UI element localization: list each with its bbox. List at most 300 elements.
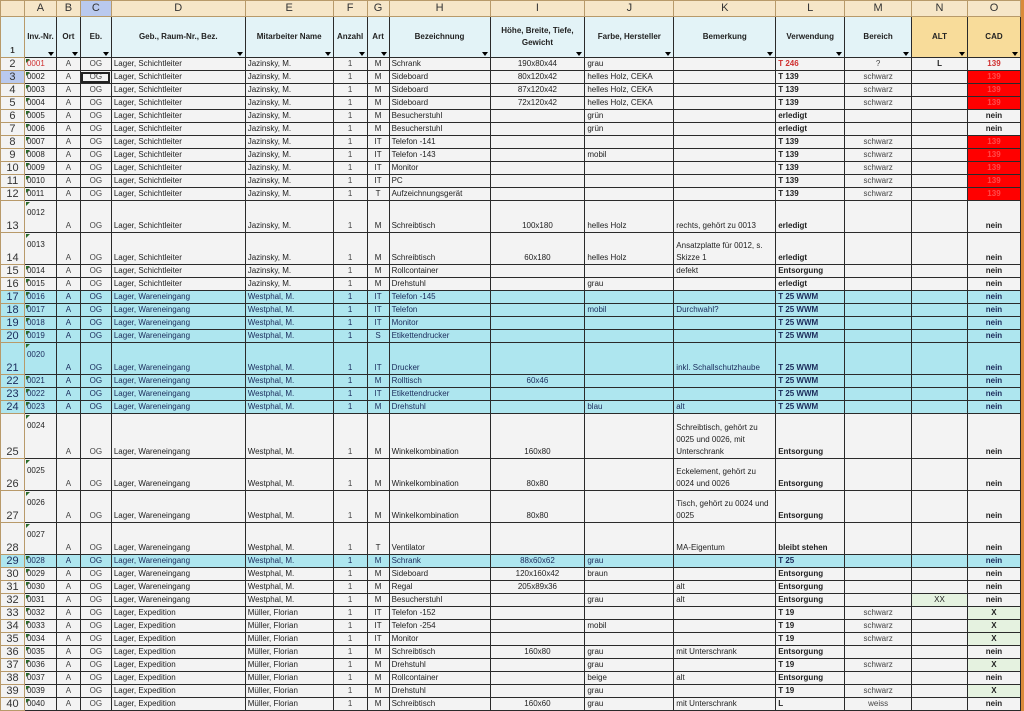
cell-ort[interactable]: A [56,84,80,97]
cell-anzahl[interactable]: 1 [333,568,367,581]
cell-alt[interactable] [912,491,968,523]
cell-bereich[interactable] [845,265,912,278]
filter-dropdown-icon[interactable] [48,52,54,56]
cell-geb[interactable]: Lager, Schichtleiter [111,97,245,110]
cell-masse[interactable] [490,685,585,698]
filter-dropdown-icon[interactable] [903,52,909,56]
cell-cad[interactable]: nein [967,523,1020,555]
row-header[interactable]: 14 [1,233,25,265]
cell-eb[interactable]: OG [80,330,111,343]
cell-anzahl[interactable]: 1 [333,291,367,304]
cell-alt[interactable] [912,459,968,491]
cell-geb[interactable]: Lager, Expedition [111,620,245,633]
column-header-f[interactable]: F [333,1,367,17]
cell-farbe[interactable] [585,162,674,175]
cell-inv-nr[interactable]: 0026 [24,491,56,523]
cell-mitarbeiter[interactable]: Westphal, M. [245,317,333,330]
cell-bemerkung[interactable] [674,555,776,568]
cell-bemerkung[interactable] [674,278,776,291]
cell-cad[interactable]: 139 [967,149,1020,162]
cell-masse[interactable] [490,136,585,149]
cell-art[interactable]: M [367,594,389,607]
cell-eb[interactable]: OG [80,110,111,123]
cell-geb[interactable]: Lager, Expedition [111,633,245,646]
cell-masse[interactable]: 60x46 [490,375,585,388]
cell-inv-nr[interactable]: 0009 [24,162,56,175]
cell-eb[interactable]: OG [80,233,111,265]
column-header-a[interactable]: A [24,1,56,17]
cell-art[interactable]: M [367,459,389,491]
cell-bereich[interactable]: schwarz [845,633,912,646]
cell-cad[interactable]: nein [967,581,1020,594]
cell-bereich[interactable] [845,330,912,343]
column-header-g[interactable]: G [367,1,389,17]
cell-farbe[interactable]: grau [585,555,674,568]
cell-ort[interactable]: A [56,607,80,620]
cell-masse[interactable] [490,149,585,162]
cell-bereich[interactable]: schwarz [845,620,912,633]
cell-art[interactable]: IT [367,136,389,149]
cell-art[interactable]: IT [367,162,389,175]
cell-anzahl[interactable]: 1 [333,646,367,659]
column-header-o[interactable]: O [967,1,1020,17]
cell-inv-nr[interactable]: 0011 [24,188,56,201]
cell-ort[interactable]: A [56,201,80,233]
select-all-corner[interactable] [1,1,25,17]
cell-eb[interactable]: OG [80,659,111,672]
cell-masse[interactable] [490,672,585,685]
cell-mitarbeiter[interactable]: Westphal, M. [245,375,333,388]
cell-geb[interactable]: Lager, Wareneingang [111,375,245,388]
cell-eb[interactable]: OG [80,607,111,620]
row-header[interactable]: 18 [1,304,25,317]
cell-cad[interactable]: nein [967,491,1020,523]
filter-dropdown-icon[interactable] [237,52,243,56]
cell-farbe[interactable]: helles Holz [585,233,674,265]
cell-bezeichnung[interactable]: Besucherstuhl [389,110,490,123]
cell-bezeichnung[interactable]: Telefon [389,304,490,317]
cell-ort[interactable]: A [56,568,80,581]
cell-art[interactable]: M [367,58,389,71]
cell-masse[interactable]: 80x80 [490,459,585,491]
cell-bemerkung[interactable] [674,58,776,71]
cell-bereich[interactable]: schwarz [845,149,912,162]
cell-inv-nr[interactable]: 0005 [24,110,56,123]
cell-bezeichnung[interactable]: Monitor [389,633,490,646]
cell-bezeichnung[interactable]: Telefon -143 [389,149,490,162]
cell-verwendung[interactable]: T 25 WWM [776,375,845,388]
cell-farbe[interactable] [585,581,674,594]
cell-geb[interactable]: Lager, Schichtleiter [111,71,245,84]
cell-bereich[interactable] [845,304,912,317]
cell-eb[interactable]: OG [80,343,111,375]
cell-alt[interactable] [912,620,968,633]
cell-art[interactable]: S [367,330,389,343]
cell-eb[interactable]: OG [80,58,111,71]
cell-farbe[interactable]: mobil [585,304,674,317]
cell-farbe[interactable] [585,523,674,555]
cell-verwendung[interactable]: erledigt [776,233,845,265]
cell-inv-nr[interactable]: 0036 [24,659,56,672]
cell-inv-nr[interactable]: 0033 [24,620,56,633]
cell-inv-nr[interactable]: 0012 [24,201,56,233]
cell-inv-nr[interactable]: 0018 [24,317,56,330]
cell-art[interactable]: IT [367,343,389,375]
column-header-m[interactable]: M [845,1,912,17]
cell-geb[interactable]: Lager, Expedition [111,672,245,685]
cell-anzahl[interactable]: 1 [333,97,367,110]
cell-bemerkung[interactable]: alt [674,594,776,607]
cell-eb[interactable]: OG [80,84,111,97]
cell-geb[interactable]: Lager, Wareneingang [111,459,245,491]
cell-farbe[interactable]: grün [585,123,674,136]
cell-eb[interactable]: OG [80,555,111,568]
cell-farbe[interactable]: mobil [585,149,674,162]
cell-ort[interactable]: A [56,188,80,201]
cell-cad[interactable]: nein [967,123,1020,136]
cell-ort[interactable]: A [56,491,80,523]
row-header[interactable]: 5 [1,97,25,110]
cell-anzahl[interactable]: 1 [333,672,367,685]
cell-alt[interactable] [912,265,968,278]
cell-art[interactable]: M [367,568,389,581]
cell-cad[interactable]: 139 [967,58,1020,71]
cell-verwendung[interactable]: Entsorgung [776,265,845,278]
cell-bezeichnung[interactable]: Schreibtisch [389,201,490,233]
cell-bemerkung[interactable]: alt [674,672,776,685]
column-header-l[interactable]: L [776,1,845,17]
cell-mitarbeiter[interactable]: Müller, Florian [245,646,333,659]
cell-bereich[interactable]: schwarz [845,188,912,201]
cell-farbe[interactable] [585,491,674,523]
cell-alt[interactable] [912,188,968,201]
cell-bereich[interactable]: schwarz [845,84,912,97]
cell-bereich[interactable] [845,523,912,555]
cell-bemerkung[interactable] [674,188,776,201]
cell-verwendung[interactable]: T 139 [776,84,845,97]
cell-anzahl[interactable]: 1 [333,555,367,568]
row-header[interactable]: 36 [1,646,25,659]
row-header-1[interactable]: 1 [1,17,25,58]
cell-verwendung[interactable]: Entsorgung [776,594,845,607]
cell-verwendung[interactable]: T 25 WWM [776,343,845,375]
cell-verwendung[interactable]: erledigt [776,110,845,123]
cell-mitarbeiter[interactable]: Müller, Florian [245,607,333,620]
cell-verwendung[interactable]: T 19 [776,685,845,698]
cell-mitarbeiter[interactable]: Westphal, M. [245,304,333,317]
cell-ort[interactable]: A [56,317,80,330]
cell-mitarbeiter[interactable]: Westphal, M. [245,291,333,304]
cell-art[interactable]: M [367,555,389,568]
row-header[interactable]: 23 [1,388,25,401]
cell-masse[interactable] [490,388,585,401]
cell-bezeichnung[interactable]: Rollcontainer [389,672,490,685]
cell-ort[interactable]: A [56,659,80,672]
cell-bemerkung[interactable]: mit Unterschrank [674,646,776,659]
cell-inv-nr[interactable]: 0040 [24,698,56,711]
cell-alt[interactable] [912,149,968,162]
cell-bemerkung[interactable] [674,685,776,698]
cell-bezeichnung[interactable]: Telefon -254 [389,620,490,633]
cell-ort[interactable]: A [56,233,80,265]
cell-verwendung[interactable]: Entsorgung [776,672,845,685]
cell-alt[interactable] [912,291,968,304]
cell-farbe[interactable] [585,414,674,459]
cell-anzahl[interactable]: 1 [333,233,367,265]
cell-cad[interactable]: nein [967,594,1020,607]
cell-alt[interactable] [912,414,968,459]
cell-art[interactable]: IT [367,175,389,188]
cell-ort[interactable]: A [56,175,80,188]
cell-masse[interactable] [490,175,585,188]
cell-anzahl[interactable]: 1 [333,330,367,343]
filter-dropdown-icon[interactable] [103,52,109,56]
cell-ort[interactable]: A [56,594,80,607]
cell-inv-nr[interactable]: 0020 [24,343,56,375]
cell-cad[interactable]: X [967,620,1020,633]
cell-ort[interactable]: A [56,110,80,123]
cell-eb[interactable]: OG [80,123,111,136]
cell-inv-nr[interactable]: 0035 [24,646,56,659]
cell-bereich[interactable] [845,291,912,304]
cell-anzahl[interactable]: 1 [333,136,367,149]
row-header[interactable]: 13 [1,201,25,233]
cell-mitarbeiter[interactable]: Westphal, M. [245,491,333,523]
cell-bereich[interactable] [845,594,912,607]
cell-masse[interactable] [490,594,585,607]
cell-bereich[interactable]: schwarz [845,685,912,698]
cell-bereich[interactable] [845,568,912,581]
cell-alt[interactable] [912,123,968,136]
cell-inv-nr[interactable]: 0016 [24,291,56,304]
cell-eb[interactable]: OG [80,201,111,233]
cell-farbe[interactable] [585,459,674,491]
cell-farbe[interactable]: braun [585,568,674,581]
cell-art[interactable]: M [367,71,389,84]
cell-masse[interactable] [490,401,585,414]
cell-masse[interactable] [490,162,585,175]
cell-mitarbeiter[interactable]: Westphal, M. [245,414,333,459]
cell-verwendung[interactable]: erledigt [776,123,845,136]
cell-ort[interactable]: A [56,685,80,698]
cell-bereich[interactable] [845,581,912,594]
cell-geb[interactable]: Lager, Schichtleiter [111,149,245,162]
row-header[interactable]: 17 [1,291,25,304]
cell-cad[interactable]: nein [967,343,1020,375]
cell-art[interactable]: M [367,401,389,414]
cell-farbe[interactable]: helles Holz, CEKA [585,71,674,84]
cell-inv-nr[interactable]: 0025 [24,459,56,491]
cell-bemerkung[interactable]: Durchwahl? [674,304,776,317]
cell-verwendung[interactable]: T 139 [776,136,845,149]
cell-mitarbeiter[interactable]: Jazinsky, M. [245,123,333,136]
cell-art[interactable]: IT [367,388,389,401]
cell-cad[interactable]: nein [967,414,1020,459]
cell-verwendung[interactable]: T 139 [776,162,845,175]
cell-inv-nr[interactable]: 0039 [24,685,56,698]
cell-bemerkung[interactable]: alt [674,581,776,594]
cell-masse[interactable]: 87x120x42 [490,84,585,97]
cell-ort[interactable]: A [56,149,80,162]
cell-anzahl[interactable]: 1 [333,304,367,317]
cell-geb[interactable]: Lager, Wareneingang [111,317,245,330]
cell-ort[interactable]: A [56,136,80,149]
row-header[interactable]: 19 [1,317,25,330]
cell-masse[interactable] [490,304,585,317]
cell-bereich[interactable]: schwarz [845,71,912,84]
cell-bezeichnung[interactable]: Rolltisch [389,375,490,388]
cell-anzahl[interactable]: 1 [333,414,367,459]
filter-dropdown-icon[interactable] [381,52,387,56]
cell-geb[interactable]: Lager, Wareneingang [111,594,245,607]
cell-mitarbeiter[interactable]: Westphal, M. [245,581,333,594]
cell-farbe[interactable] [585,343,674,375]
cell-bezeichnung[interactable]: Winkelkombination [389,491,490,523]
cell-masse[interactable] [490,291,585,304]
cell-eb[interactable]: OG [80,401,111,414]
cell-eb[interactable]: OG [80,304,111,317]
cell-ort[interactable]: A [56,71,80,84]
cell-mitarbeiter[interactable]: Jazinsky, M. [245,278,333,291]
cell-masse[interactable] [490,330,585,343]
cell-masse[interactable]: 160x80 [490,646,585,659]
cell-eb[interactable]: OG [80,375,111,388]
cell-alt[interactable] [912,110,968,123]
cell-cad[interactable]: nein [967,646,1020,659]
cell-masse[interactable] [490,607,585,620]
cell-geb[interactable]: Lager, Expedition [111,659,245,672]
cell-bereich[interactable]: schwarz [845,97,912,110]
cell-geb[interactable]: Lager, Wareneingang [111,568,245,581]
filter-dropdown-icon[interactable] [836,52,842,56]
cell-geb[interactable]: Lager, Expedition [111,646,245,659]
cell-geb[interactable]: Lager, Schichtleiter [111,188,245,201]
cell-mitarbeiter[interactable]: Müller, Florian [245,685,333,698]
cell-bezeichnung[interactable]: Monitor [389,162,490,175]
cell-bereich[interactable] [845,555,912,568]
cell-ort[interactable]: A [56,123,80,136]
cell-bereich[interactable]: ? [845,58,912,71]
cell-masse[interactable]: 205x89x36 [490,581,585,594]
cell-inv-nr[interactable]: 0023 [24,401,56,414]
cell-cad[interactable]: 139 [967,188,1020,201]
cell-geb[interactable]: Lager, Wareneingang [111,523,245,555]
cell-inv-nr[interactable]: 0021 [24,375,56,388]
cell-alt[interactable] [912,233,968,265]
cell-masse[interactable]: 72x120x42 [490,97,585,110]
cell-art[interactable]: IT [367,620,389,633]
cell-verwendung[interactable]: T 25 WWM [776,291,845,304]
column-header-b[interactable]: B [56,1,80,17]
cell-bezeichnung[interactable]: Schreibtisch [389,233,490,265]
cell-eb[interactable]: OG [80,568,111,581]
cell-cad[interactable]: nein [967,555,1020,568]
cell-masse[interactable] [490,343,585,375]
cell-anzahl[interactable]: 1 [333,123,367,136]
cell-mitarbeiter[interactable]: Westphal, M. [245,330,333,343]
cell-alt[interactable] [912,646,968,659]
cell-art[interactable]: M [367,491,389,523]
cell-bezeichnung[interactable]: Schreibtisch [389,698,490,711]
cell-mitarbeiter[interactable]: Westphal, M. [245,594,333,607]
cell-inv-nr[interactable]: 0001 [24,58,56,71]
cell-mitarbeiter[interactable]: Jazinsky, M. [245,110,333,123]
cell-inv-nr[interactable]: 0027 [24,523,56,555]
cell-cad[interactable]: 139 [967,162,1020,175]
row-header[interactable]: 16 [1,278,25,291]
cell-eb[interactable]: OG [80,581,111,594]
cell-geb[interactable]: Lager, Wareneingang [111,291,245,304]
cell-ort[interactable]: A [56,343,80,375]
cell-inv-nr[interactable]: 0024 [24,414,56,459]
cell-art[interactable]: IT [367,633,389,646]
cell-ort[interactable]: A [56,375,80,388]
cell-alt[interactable] [912,84,968,97]
cell-bereich[interactable]: schwarz [845,659,912,672]
cell-verwendung[interactable]: T 25 WWM [776,317,845,330]
column-header-e[interactable]: E [245,1,333,17]
cell-farbe[interactable]: grau [585,685,674,698]
cell-ort[interactable]: A [56,330,80,343]
cell-geb[interactable]: Lager, Schichtleiter [111,162,245,175]
row-header[interactable]: 22 [1,375,25,388]
cell-masse[interactable] [490,265,585,278]
cell-art[interactable]: IT [367,607,389,620]
cell-mitarbeiter[interactable]: Jazinsky, M. [245,233,333,265]
cell-farbe[interactable]: grau [585,646,674,659]
cell-alt[interactable] [912,278,968,291]
cell-alt[interactable] [912,555,968,568]
cell-verwendung[interactable]: T 246 [776,58,845,71]
cell-mitarbeiter[interactable]: Westphal, M. [245,555,333,568]
cell-masse[interactable] [490,633,585,646]
cell-ort[interactable]: A [56,555,80,568]
cell-ort[interactable]: A [56,581,80,594]
cell-bezeichnung[interactable]: Besucherstuhl [389,594,490,607]
cell-mitarbeiter[interactable]: Jazinsky, M. [245,84,333,97]
column-header-h[interactable]: H [389,1,490,17]
cell-verwendung[interactable]: Entsorgung [776,459,845,491]
cell-anzahl[interactable]: 1 [333,375,367,388]
cell-cad[interactable]: nein [967,401,1020,414]
cell-bemerkung[interactable] [674,375,776,388]
cell-anzahl[interactable]: 1 [333,162,367,175]
cell-bezeichnung[interactable]: Aufzeichnungsgerät [389,188,490,201]
cell-anzahl[interactable]: 1 [333,685,367,698]
cell-anzahl[interactable]: 1 [333,278,367,291]
cell-cad[interactable]: nein [967,201,1020,233]
cell-bemerkung[interactable] [674,330,776,343]
cell-geb[interactable]: Lager, Schichtleiter [111,278,245,291]
cell-anzahl[interactable]: 1 [333,343,367,375]
cell-bemerkung[interactable] [674,568,776,581]
cell-eb[interactable]: OG [80,162,111,175]
cell-cad[interactable]: X [967,633,1020,646]
cell-mitarbeiter[interactable]: Jazinsky, M. [245,97,333,110]
column-header-n[interactable]: N [912,1,968,17]
cell-geb[interactable]: Lager, Schichtleiter [111,123,245,136]
cell-geb[interactable]: Lager, Wareneingang [111,330,245,343]
cell-inv-nr[interactable]: 0002 [24,71,56,84]
row-header[interactable]: 15 [1,265,25,278]
cell-masse[interactable] [490,278,585,291]
cell-art[interactable]: T [367,188,389,201]
cell-alt[interactable] [912,568,968,581]
column-header-j[interactable]: J [585,1,674,17]
cell-verwendung[interactable]: T 19 [776,633,845,646]
cell-inv-nr[interactable]: 0030 [24,581,56,594]
cell-ort[interactable]: A [56,401,80,414]
